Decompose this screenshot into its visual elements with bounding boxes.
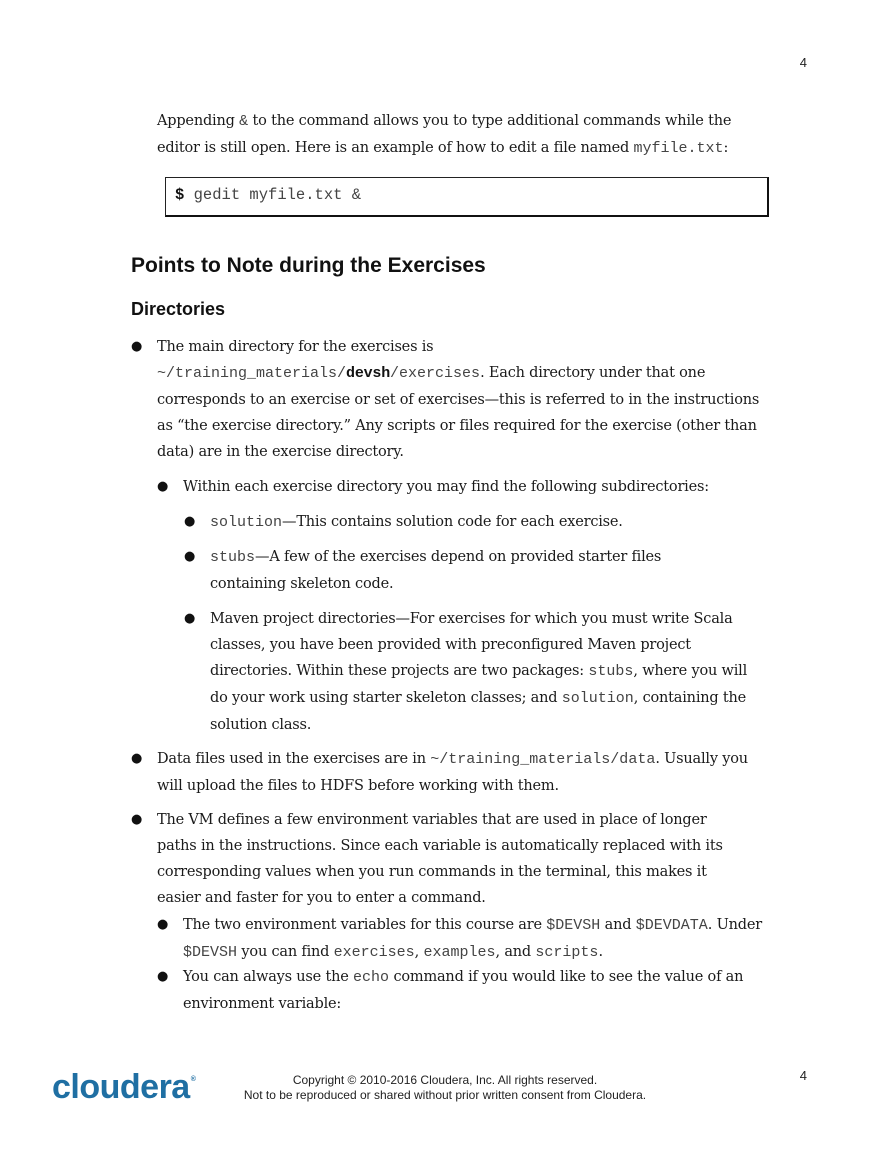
list-item [183, 912, 773, 966]
command-code: echo [353, 969, 390, 986]
intro-paragraph [157, 108, 767, 162]
dir-code: exercises [333, 944, 415, 961]
path-code-bold: devsh [346, 365, 391, 382]
cloudera-logo [52, 1068, 195, 1107]
path-code: ~/training_materials/ [157, 365, 347, 382]
copyright-line: Copyright © 2010-2016 Cloudera, Inc. All rights reserved. [292, 1073, 598, 1087]
intro-text: to the command allows you to type additional commands while the editor is still open. Here is an example of how to edit a file named [157, 113, 732, 156]
bullet-dot: ● [131, 751, 143, 766]
package-code: solution [561, 690, 634, 707]
section-heading: Points to Note during the Exercises [131, 254, 486, 277]
bullet-dot: ● [157, 479, 169, 494]
bullet-dot: ● [184, 611, 196, 626]
list-item-text: and [600, 917, 636, 933]
list-item-text: , [414, 944, 424, 960]
bullet-dot: ● [157, 917, 169, 932]
list-item: Within each exercise directory you may find the following subdirectories: [183, 479, 709, 495]
list-item-text: , where you will do your work using starter skeleton classes; and [210, 663, 748, 706]
list-item-text: You can always use the [183, 969, 354, 985]
list-item [210, 606, 765, 738]
dir-code: examples [423, 944, 496, 961]
env-var-code: $DEVSH [546, 917, 601, 934]
bullet-dot: ● [184, 549, 196, 564]
shell-prompt: $ [175, 186, 185, 204]
list-item [210, 509, 770, 536]
bullet-dot: ● [131, 812, 143, 827]
dir-code: scripts [535, 944, 599, 961]
list-item-text: . Under [707, 917, 762, 933]
filename-code: myfile.txt [633, 140, 724, 157]
list-item-text: Maven project directories—For exercises for which you must write Scala classes, you have been provided with preconfigured Maven project directories. Within these projects are two packages: [210, 611, 733, 679]
list-item-text: . Each directory under that one corresponds to an exercise or set of exercises—this is referred to in the instructions as “the exercise directory.” Any scripts or files required for the exercise (other than data) are in the exercise directory. [157, 365, 760, 460]
ampersand-code: & [239, 113, 249, 130]
list-item-text: The two environment variables for this course are [183, 917, 547, 933]
registered-mark: ® [190, 1076, 196, 1083]
intro-text: Appending [157, 113, 240, 129]
dir-code: solution [210, 514, 283, 531]
copyright-notice: Not to be reproduced or shared without prior written consent from Cloudera. [243, 1088, 647, 1102]
package-code: stubs [588, 663, 634, 680]
list-item-text: , containing the solution class. [210, 690, 747, 733]
env-var-code: $DEVSH [183, 944, 238, 961]
bullet-dot: ● [184, 514, 196, 529]
list-item-text: Data files used in the exercises are in [157, 751, 431, 767]
list-item [183, 964, 758, 1017]
list-item-text: The main directory for the exercises is [157, 339, 434, 355]
list-item [210, 544, 710, 597]
bullet-dot: ● [131, 339, 143, 354]
list-item-text: , and [495, 944, 536, 960]
page-number-bottom: 4 [799, 1068, 807, 1083]
env-var-code: $DEVDATA [635, 917, 708, 934]
list-item-text: command if you would like to see the value of an environment variable: [183, 969, 744, 1012]
list-item-text: . [598, 944, 603, 960]
dir-code: stubs [210, 549, 256, 566]
bullet-dot: ● [157, 969, 169, 984]
sub-heading: Directories [131, 299, 226, 319]
list-item-text: . Usually you will upload the files to HDFS before working with them. [157, 751, 748, 794]
list-item [157, 746, 767, 799]
list-item-text: —A few of the exercises depend on provided starter files containing skeleton code. [210, 549, 662, 592]
code-block [165, 177, 769, 217]
path-code: /exercises [390, 365, 481, 382]
list-item [157, 334, 767, 465]
intro-text: : [723, 140, 729, 156]
path-code: ~/training_materials/data [430, 751, 656, 768]
logo-text: cloudera [52, 1068, 190, 1106]
list-item: The VM defines a few environment variables that are used in place of longer paths in the instructions. Since each variable is automatically replaced with its corresponding values when you run commands in the terminal, this makes it easier and faster for you to enter a command. [157, 812, 723, 906]
list-item-text: —This contains solution code for each exercise. [282, 514, 623, 530]
page-number-top: 4 [799, 55, 807, 70]
code-command: gedit myfile.txt & [184, 186, 362, 204]
list-item-text: you can find [237, 944, 334, 960]
